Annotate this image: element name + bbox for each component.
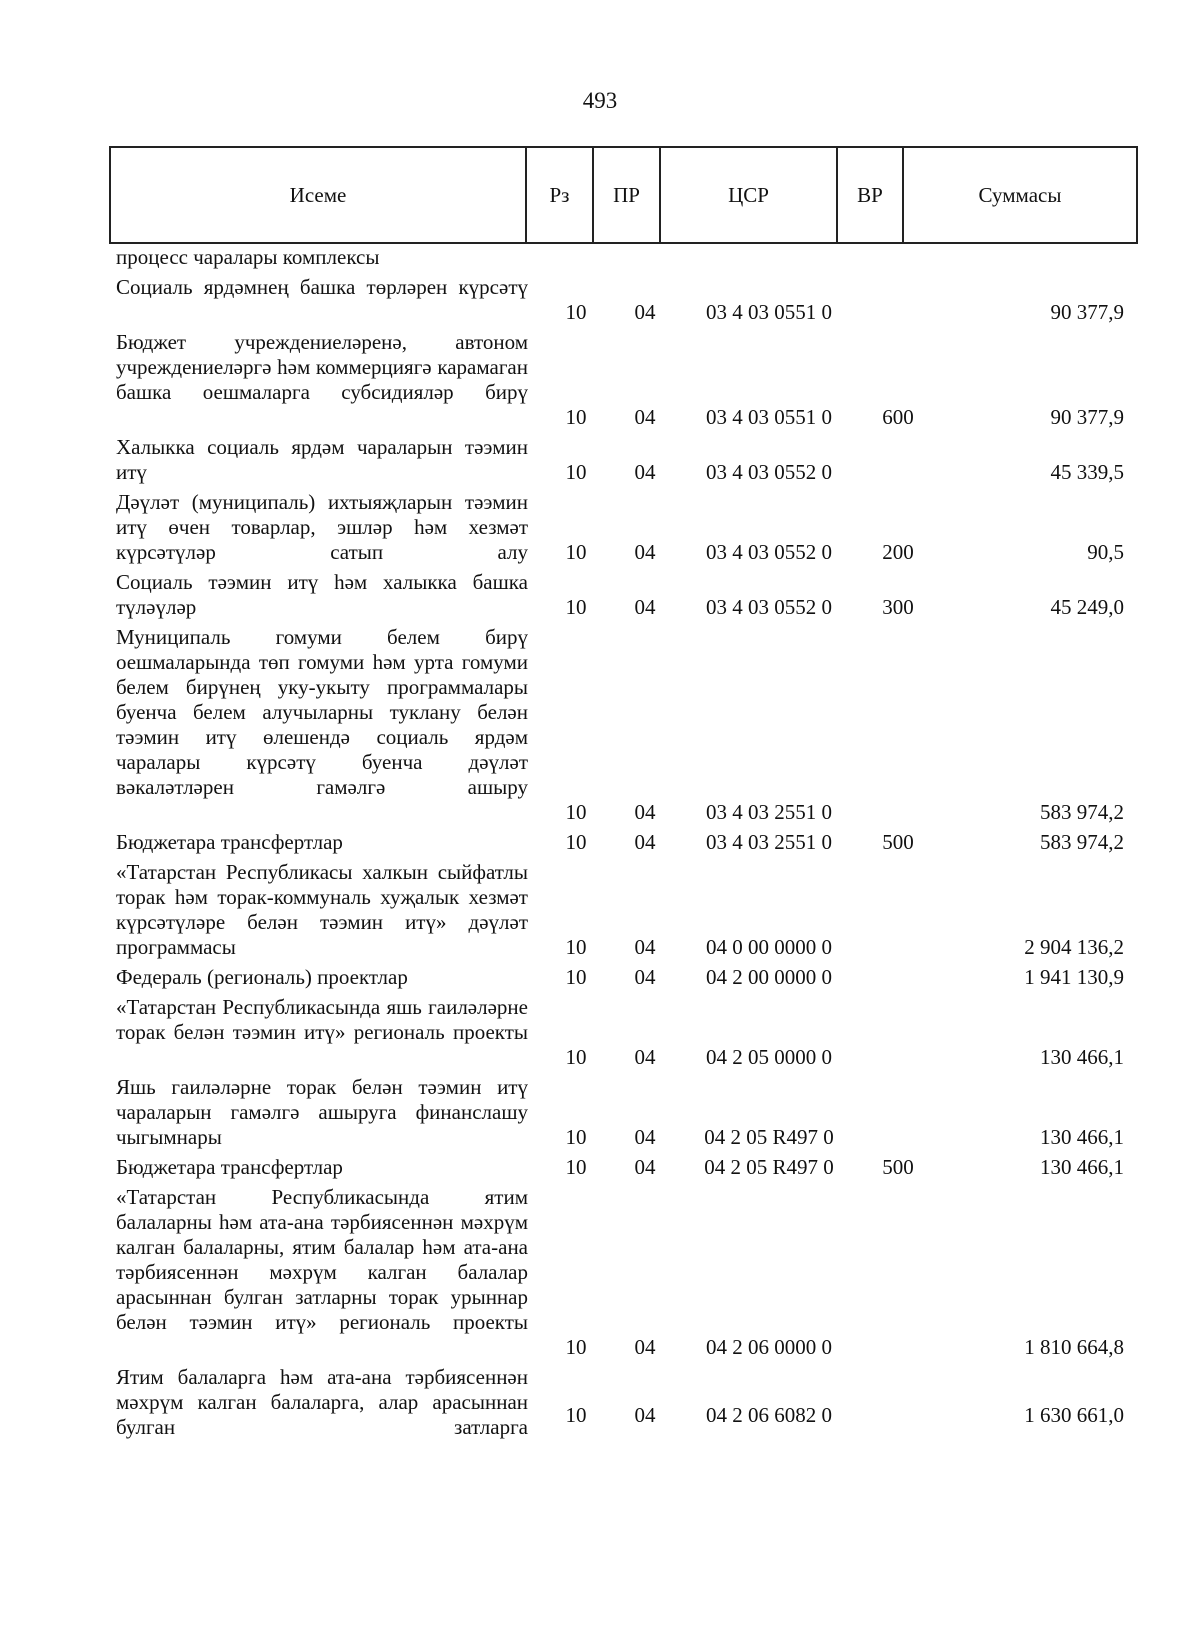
- table-row: [0, 270, 1200, 325]
- row-rz: 10: [565, 830, 587, 854]
- row-pr: 04: [634, 1125, 656, 1149]
- row-vr: 600: [882, 405, 914, 429]
- row-name: Бюджетара трансфертлар: [116, 1155, 343, 1179]
- row-csr: 03 4 03 2551 0: [706, 800, 832, 824]
- row-pr: 04: [634, 540, 656, 564]
- row-pr: 04: [634, 830, 656, 854]
- row-csr: 03 4 03 2551 0: [706, 830, 832, 854]
- header-vr: ВР: [837, 147, 903, 243]
- row-sum: 583 974,2: [1040, 830, 1124, 854]
- row-rz: 10: [565, 935, 587, 959]
- header-rz: Рз: [526, 147, 593, 243]
- row-sum: 583 974,2: [1040, 800, 1124, 824]
- header-csr: ЦСР: [660, 147, 837, 243]
- row-rz: 10: [565, 1045, 587, 1069]
- row-rz: 10: [565, 1335, 587, 1359]
- row-csr: 03 4 03 0552 0: [706, 540, 832, 564]
- row-sum: 1 941 130,9: [1024, 965, 1124, 989]
- row-name: Яшь гаиләләрне торак белән тәэмин итү чараларын гамәлгә ашыруга финанслашу чыгымнары: [116, 1075, 528, 1149]
- row-name: Халыкка социаль ярдәм чараларын тәэмин итү: [116, 435, 528, 484]
- row-sum: 1 810 664,8: [1024, 1335, 1124, 1359]
- row-pr: 04: [634, 1045, 656, 1069]
- row-rz: 10: [565, 1155, 587, 1179]
- table-row: [0, 485, 1200, 565]
- row-csr: 04 2 05 R497 0: [704, 1155, 834, 1179]
- header-name: Исеме: [110, 147, 526, 243]
- table-row: [0, 1360, 1200, 1440]
- row-sum: 90 377,9: [1050, 300, 1124, 324]
- row-pr: 04: [634, 935, 656, 959]
- row-pr: 04: [634, 800, 656, 824]
- table-row: [0, 325, 1200, 430]
- row-csr: 04 2 06 0000 0: [706, 1335, 832, 1359]
- row-csr: 04 2 05 0000 0: [706, 1045, 832, 1069]
- row-name: Бюджет учреждениеләренә, автоном учреждениеләргә һәм коммерциягә карамаган башка оешмаларга субсидияләр бирү: [116, 330, 528, 404]
- row-csr: 03 4 03 0551 0: [706, 405, 832, 429]
- row-name: «Татарстан Республикасы халкын сыйфатлы торак һәм торак-коммуналь хуҗалык хезмәт күрсәтүләре белән тәэмин итү» дәүләт программасы: [116, 860, 528, 959]
- row-vr: 500: [882, 830, 914, 854]
- row-name: «Татарстан Республикасында ятим балаларны һәм ата-ана тәрбиясеннән мәхрүм калган балаларны, ятим балалар һәм ата-ана тәрбиясеннән мәхрүм калган балалар арасыннан булган затларны торак урыннар белән тәэмин итү» региональ проекты: [116, 1185, 528, 1334]
- row-name: Социаль ярдәмнең башка төрләрен күрсәтү: [116, 275, 528, 299]
- table-header: [109, 146, 1138, 244]
- table-row: [0, 855, 1200, 960]
- row-name: Социаль тәэмин итү һәм халыкка башка түләүләр: [116, 570, 528, 619]
- row-pr: 04: [634, 965, 656, 989]
- row-name: процесс чаралары комплексы: [116, 245, 380, 269]
- table-row: [0, 565, 1200, 620]
- row-pr: 04: [634, 1155, 656, 1179]
- row-vr: 200: [882, 540, 914, 564]
- row-pr: 04: [634, 1403, 656, 1427]
- row-pr: 04: [634, 300, 656, 324]
- row-sum: 2 904 136,2: [1024, 935, 1124, 959]
- row-csr: 03 4 03 0552 0: [706, 460, 832, 484]
- row-rz: 10: [565, 965, 587, 989]
- row-rz: 10: [565, 460, 587, 484]
- table-row: [0, 245, 1200, 270]
- row-csr: 03 4 03 0552 0: [706, 595, 832, 619]
- row-sum: 45 339,5: [1050, 460, 1124, 484]
- row-name: Федераль (региональ) проектлар: [116, 965, 408, 989]
- row-name: Муниципаль гомуми белем бирү оешмаларында төп гомуми һәм урта гомуми белем бирүнең уку-укыту программалары буенча белем алучыларны туклану белән тәэмин итү өлешендә социаль ярдәм чаралары күрсәтү буенча дәүләт вәкаләтләрен гамәлгә ашыру: [116, 625, 528, 799]
- row-rz: 10: [565, 800, 587, 824]
- row-sum: 90,5: [1087, 540, 1124, 564]
- table-row: [0, 960, 1200, 990]
- table-row: [0, 430, 1200, 485]
- row-name: Бюджетара трансфертлар: [116, 830, 343, 854]
- table-row: [0, 620, 1200, 825]
- row-sum: 130 466,1: [1040, 1155, 1124, 1179]
- table-row: [0, 1150, 1200, 1180]
- row-pr: 04: [634, 595, 656, 619]
- row-rz: 10: [565, 595, 587, 619]
- row-pr: 04: [634, 460, 656, 484]
- row-csr: 03 4 03 0551 0: [706, 300, 832, 324]
- row-vr: 300: [882, 595, 914, 619]
- header-sum: Суммасы: [903, 147, 1137, 243]
- row-csr: 04 2 00 0000 0: [706, 965, 832, 989]
- page-number: 493: [582, 88, 618, 113]
- table-row: [0, 1070, 1200, 1150]
- row-name: «Татарстан Республикасында яшь гаиләләрне торак белән тәэмин итү» региональ проекты: [116, 995, 528, 1044]
- row-pr: 04: [634, 1335, 656, 1359]
- row-csr: 04 0 00 0000 0: [706, 935, 832, 959]
- row-rz: 10: [565, 300, 587, 324]
- table-row: [0, 825, 1200, 855]
- row-csr: 04 2 06 6082 0: [706, 1403, 832, 1427]
- row-rz: 10: [565, 1125, 587, 1149]
- row-pr: 04: [634, 405, 656, 429]
- table-row: [0, 1180, 1200, 1360]
- row-sum: 130 466,1: [1040, 1045, 1124, 1069]
- row-csr: 04 2 05 R497 0: [704, 1125, 834, 1149]
- row-name: Дәүләт (муниципаль) ихтыяҗларын тәэмин итү өчен товарлар, эшләр һәм хезмәт күрсәтүләр сатып алу: [116, 490, 528, 564]
- row-sum: 1 630 661,0: [1024, 1403, 1124, 1427]
- row-sum: 90 377,9: [1050, 405, 1124, 429]
- table-body: [0, 245, 1200, 1440]
- row-sum: 130 466,1: [1040, 1125, 1124, 1149]
- row-rz: 10: [565, 540, 587, 564]
- header-pr: ПР: [593, 147, 660, 243]
- row-name: Ятим балаларга һәм ата-ана тәрбиясеннән мәхрүм калган балаларга, алар арасыннан булган затларга: [116, 1365, 528, 1439]
- row-vr: 500: [882, 1155, 914, 1179]
- table-row: [0, 990, 1200, 1070]
- row-rz: 10: [565, 1403, 587, 1427]
- row-sum: 45 249,0: [1050, 595, 1124, 619]
- row-rz: 10: [565, 405, 587, 429]
